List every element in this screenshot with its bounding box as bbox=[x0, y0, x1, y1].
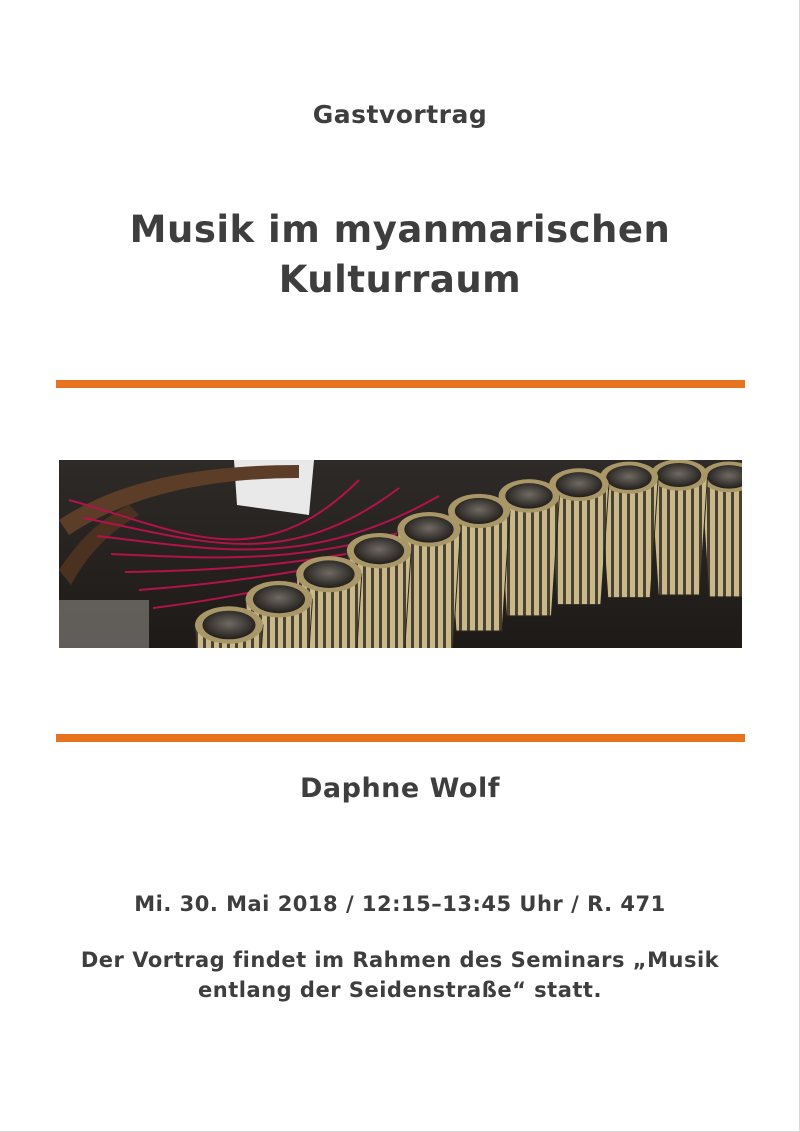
drum bbox=[195, 606, 263, 648]
drum-head bbox=[202, 611, 255, 640]
drum-head bbox=[253, 585, 305, 613]
drum-head bbox=[657, 463, 702, 487]
page-title bbox=[0, 205, 800, 305]
drum-circle-illustration bbox=[59, 460, 742, 648]
drum-head bbox=[505, 483, 552, 509]
speaker-name: Daphne Wolf bbox=[300, 773, 500, 804]
title-line-2: Kulturraum bbox=[278, 258, 522, 301]
drum-circle-photo bbox=[59, 460, 742, 648]
drum-head bbox=[303, 560, 354, 588]
title-line-1: Musik im myanmarischen bbox=[129, 208, 671, 251]
drum-head bbox=[404, 516, 453, 543]
seminar-note bbox=[0, 945, 800, 1005]
drum-head bbox=[354, 537, 404, 564]
kicker-heading: Gastvortrag bbox=[312, 100, 488, 129]
drum bbox=[600, 462, 658, 598]
drum-body bbox=[650, 475, 707, 595]
event-details: Mi. 30. Mai 2018 / 12:15–13:45 Uhr / R. 471 bbox=[134, 892, 666, 916]
drum-head bbox=[455, 498, 503, 524]
seminar-note-line-2: entlang der Seidenstraße“ statt. bbox=[198, 978, 602, 1002]
drum-head bbox=[606, 465, 652, 490]
seminar-note-line-1: Der Vortrag findet im Rahmen des Seminars „Musik bbox=[80, 948, 720, 972]
drum-head bbox=[556, 472, 602, 497]
photo-floor bbox=[59, 600, 149, 648]
drum bbox=[549, 468, 609, 604]
accent-rule-top bbox=[56, 380, 745, 388]
accent-rule-bottom bbox=[56, 734, 745, 742]
drum bbox=[650, 460, 707, 595]
